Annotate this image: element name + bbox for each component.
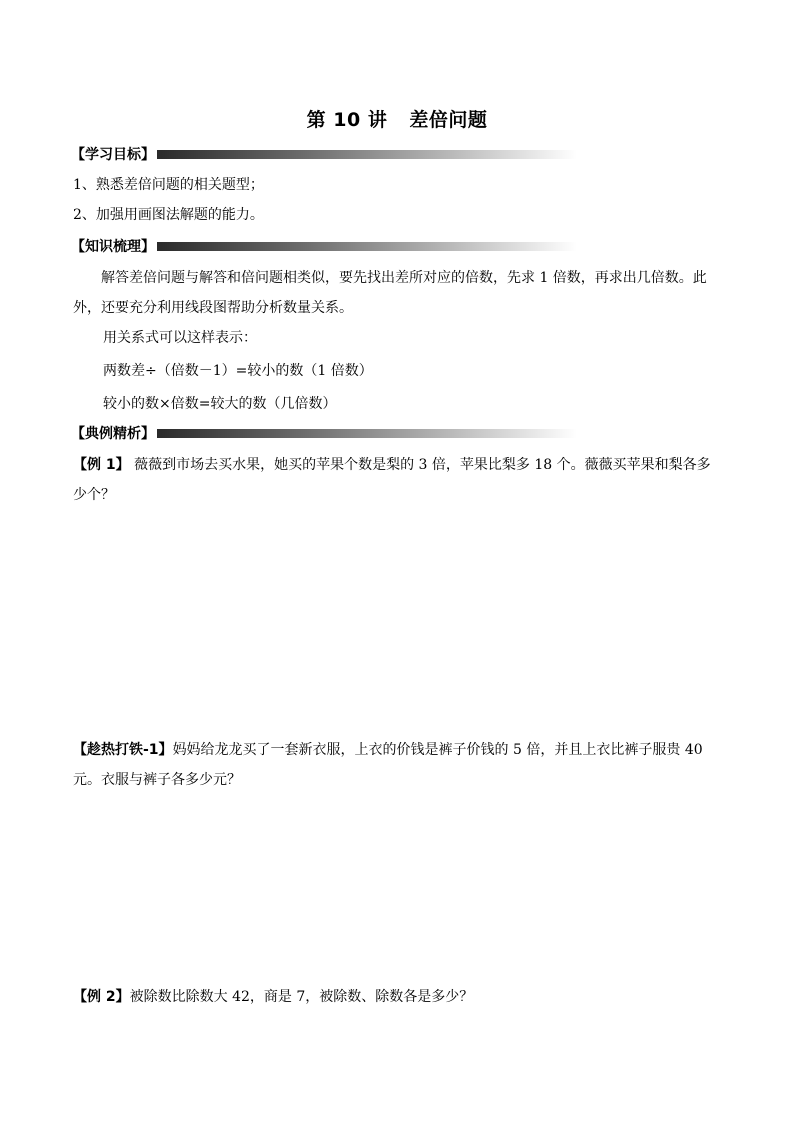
formula-line-2: 较小的数×倍数=较大的数（几倍数） (103, 396, 337, 412)
section-divider-bar (157, 150, 577, 159)
lecture-topic: 差倍问题 (409, 109, 488, 131)
practice-1 (73, 735, 723, 795)
example-1-text: 薇薇到市场去买水果，她买的苹果个数是梨的 3 倍，苹果比梨多 18 个。薇薇买苹果和梨各多少个？ (73, 457, 711, 503)
section-divider-bar (157, 429, 577, 438)
page-title (0, 105, 794, 132)
knowledge-paragraph: 解答差倍问题与解答和倍问题相类似，要先找出差所对应的倍数，先求 1 倍数，再求出几倍数。此外，还要充分利用线段图帮助分析数量关系。 (73, 270, 707, 316)
example-2-text: 被除数比除数大 42，商是 7，被除数、除数各是多少？ (129, 989, 474, 1005)
practice-1-text: 妈妈给龙龙买了一套新衣服，上衣的价钱是裤子价钱的 5 倍，并且上衣比裤子服贵 40 元。衣服与裤子各多少元？ (73, 742, 703, 788)
formula-line-1: 两数差÷（倍数－1）=较小的数（1 倍数） (103, 363, 373, 379)
section-header-examples (71, 424, 577, 442)
example-1 (73, 450, 723, 510)
example-2 (73, 982, 723, 1012)
example-1-label: 【例 1】 (73, 457, 130, 473)
example-2-label: 【例 2】 (73, 989, 130, 1005)
section-label-knowledge: 【知识梳理】 (71, 239, 155, 255)
knowledge-intro: 用关系式可以这样表示： (103, 330, 257, 346)
section-divider-bar (157, 242, 577, 251)
goal-item-1: 1、熟悉差倍问题的相关题型； (73, 177, 264, 193)
section-label-goals: 【学习目标】 (71, 147, 155, 163)
section-label-examples: 【典例精析】 (71, 426, 155, 442)
section-header-knowledge (71, 237, 577, 255)
lecture-number: 第 10 讲 (306, 109, 388, 131)
practice-1-label: 【趁热打铁-1】 (73, 742, 173, 758)
section-header-goals (71, 145, 577, 163)
goal-item-2: 2、加强用画图法解题的能力。 (73, 207, 264, 223)
